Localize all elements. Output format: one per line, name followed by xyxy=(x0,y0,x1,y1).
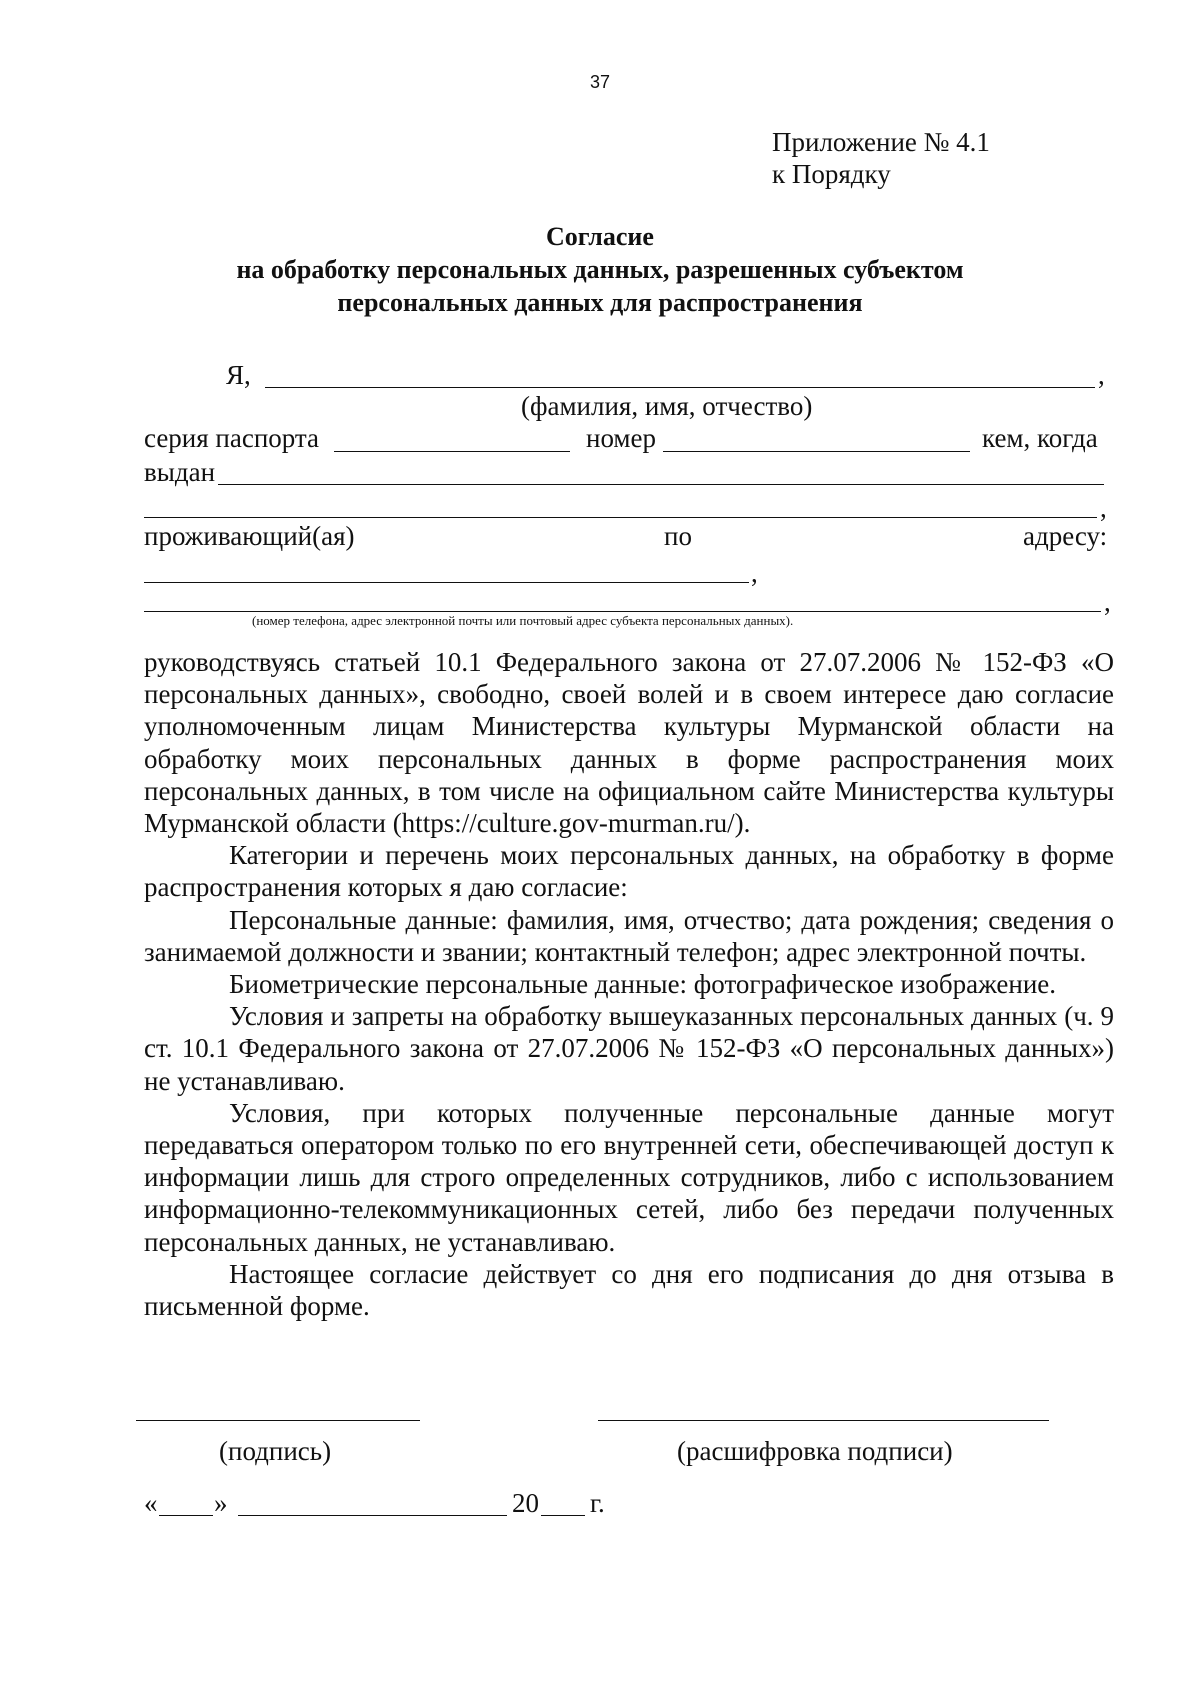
contact-comma: , xyxy=(1104,587,1111,617)
annex-reference xyxy=(772,126,990,190)
date-year-field-line[interactable] xyxy=(541,1515,585,1516)
contact-field-line[interactable] xyxy=(144,611,1101,612)
annex-line-2: к Порядку xyxy=(772,159,891,189)
residing-at-label: по xyxy=(664,521,692,551)
fio-field-line[interactable] xyxy=(265,387,1095,388)
address-field-line[interactable] xyxy=(144,582,749,583)
fio-comma: , xyxy=(1098,360,1105,390)
issued-label: выдан xyxy=(144,457,216,487)
passport-number-label: номер xyxy=(586,423,657,453)
document-title xyxy=(0,220,1200,319)
passport-number-field-line[interactable] xyxy=(663,451,970,452)
issued-continuation-line[interactable] xyxy=(144,517,1097,518)
passport-series-field-line[interactable] xyxy=(334,451,570,452)
date-month-field-line[interactable] xyxy=(238,1515,507,1516)
contact-hint: (номер телефона, адрес электронной почты или почтовый адрес субъекта персональных данных). xyxy=(252,613,794,628)
address-comma: , xyxy=(751,558,758,588)
signature-decode-caption: (расшифровка подписи) xyxy=(677,1436,953,1466)
consent-body xyxy=(144,646,1114,1322)
paragraph-validity: Настоящее согласие действует со дня его подписания до дня отзыва в письменной форме. xyxy=(144,1258,1114,1322)
date-year-suffix: г. xyxy=(590,1488,605,1518)
signature-decode-field-line[interactable] xyxy=(598,1420,1049,1421)
paragraph-transfer-conditions: Условия, при которых полученные персональные данные могут передаваться оператором только по его внутренней сети, обеспечивающей доступ к информации лишь для строго определенных сотрудников, либо с использованием информационно-телекоммуникационных сетей, либо без передачи полученных персональных данных, не устанавливаю. xyxy=(144,1097,1114,1257)
signature-field-line[interactable] xyxy=(136,1420,420,1421)
issued-field-line[interactable] xyxy=(218,484,1104,485)
title-line-3: персональных данных для распространения xyxy=(337,288,863,317)
date-open-quote: « xyxy=(144,1488,158,1518)
paragraph-personal-data: Персональные данные: фамилия, имя, отчество; дата рождения; сведения о занимаемой должности и звании; контактный телефон; адрес электронной почты. xyxy=(144,904,1114,967)
title-line-1: Согласие xyxy=(546,222,654,251)
issued-by-when-label: кем, когда xyxy=(982,423,1098,453)
signature-caption: (подпись) xyxy=(219,1436,332,1466)
date-day-field-line[interactable] xyxy=(159,1515,213,1516)
ya-label: Я, xyxy=(226,360,251,390)
date-close-quote: » xyxy=(214,1488,228,1518)
paragraph-categories: Категории и перечень моих персональных данных, на обработку в форме распространения которых я даю согласие: xyxy=(144,840,1114,903)
paragraph-biometric-data: Биометрические персональные данные: фотографическое изображение. xyxy=(229,969,1057,1000)
issued-comma: , xyxy=(1100,493,1107,523)
page-number: 37 xyxy=(589,72,611,92)
annex-line-1: Приложение № 4.1 xyxy=(772,127,990,157)
title-line-2: на обработку персональных данных, разрешенных субъектом xyxy=(236,255,964,284)
paragraph-conditions-prohibitions: Условия и запреты на обработку вышеуказанных персональных данных (ч. 9 ст. 10.1 Федерального закона от 27.07.2006 № 152-ФЗ «О персональных данных») не устанавливаю. xyxy=(144,1001,1114,1096)
passport-series-label: серия паспорта xyxy=(144,423,320,453)
residing-label: проживающий(ая) xyxy=(144,521,355,551)
paragraph-legal-basis: руководствуясь статьей 10.1 Федерального закона от 27.07.2006 № 152-ФЗ «О персональных данных», свободно, своей волей и в своем интересе даю согласие уполномоченным лицам Министерства культуры Мурманской области на обработку моих персональных данных в форме распространения моих персональных данных, в том числе на официальном сайте Министерства культуры Мурманской области (https://culture.gov-murman.ru/). xyxy=(144,647,1114,839)
address-label: адресу: xyxy=(1023,521,1108,551)
fio-hint: (фамилия, имя, отчество) xyxy=(521,391,813,421)
date-year-prefix: 20 xyxy=(512,1488,539,1518)
